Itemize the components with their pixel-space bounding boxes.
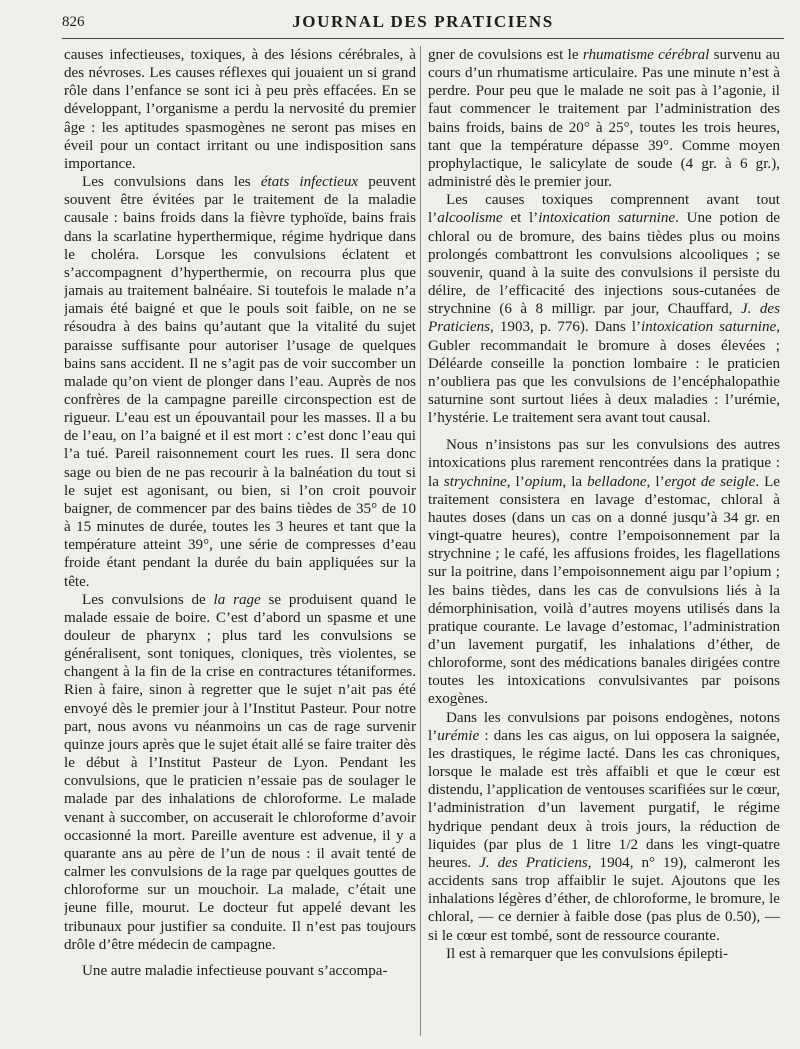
journal-title: JOURNAL DES PRATICIENS [292,12,554,31]
paragraph-rabies: Les convulsions de la rage se produisent quand le malade essaie de boire. C’est d’abord un spasme et une douleur de pharynx ; plus tard les convulsions se généralisent, sont toniques, cloniques, très violentes, se changent à la fin de la crise en contractures tétaniformes. Rien à faire, sinon à regretter que le sujet n’ait pas été envoyé dès le premier jour à l’Institut Pasteur. Pour notre part, nous avons vu néanmoins un cas de rage survenir quinze jours après que le sujet était allé se faire traiter dès le début à l’Institut Pasteur de Lyon. Pendant les convulsions, que le praticien n’essaie pas de soulager le malade par des inhalations de chloroforme. Le malade venant à succomber, on accuserait le chloroforme d’avoir occasionné la mort. Pareille aventure est advenue, il y a quarante ans au père de l’un de nous : il avait tenté de calmer les convulsions de la rage par quelques gouttes de chloroforme sur un mouchoir. La malade, c’était une jeune fille, mourut. Le docteur fut appelé devant les tribunaux pour justifier sa conduite. Il n’est pas toujours drôle d’être médecin de campagne. [64,591,416,953]
left-column [64,46,416,1046]
paragraph-endogenous-poisons: Dans les convulsions par poisons endogènes, notons l’urémie : dans les cas aigus, on lui opposera la saignée, les drastiques, le régime lacté. Dans les cas chroniques, lorsque le malade est très affaibli et que le cœur est distendu, l’application de ventouses scarifiées sur le cœur, l’administration d’un lavement purgatif, le régime hydrique pendant deux à trois jours, la réduction de liquides (par plus de 1 litre 1/2 dans les vingt-quatre heures. J. des Praticiens, 1904, n° 19), calmeront les accidents sans trop affaiblir le sujet. Ajoutons que les inhalations légères d’éther, de chloroforme, le bromure, le chloral, — ce dernier à faible dose (pas plus de 0.50), — si le cœur est tombé, sont de ressource courante. [428,709,780,944]
emphasis-etats-infectieux: états infectieux [260,174,359,191]
emphasis-ergot-de-seigle: ergot de seigle [664,473,756,490]
emphasis-intoxication-saturnine-2: intoxication saturnine [641,319,777,336]
paragraph-toxic-causes: Les causes toxiques comprennent avant tout l’alcoolisme et l’intoxication saturnine. Une potion de chloral ou de bromure, des bains tièdes plus ou moins prolongés combattront les convulsions alcooliques ; se souvenir, quand à la suite des convulsions il persiste du délire, de l’efficacité des injections sous-cutanées de strychnine (6 à 8 milligr. par jour, Chauffard, J. des Praticiens, 1903, p. 776). Dans l’intoxication saturnine, Gubler recommandait le bromure à doses élevées ; Déléarde conseille la ponction lombaire : le praticien n’oubliera pas que les convulsions de l’encéphalopathie saturnine sont surtout liées à deux maladies : l’urémie, l’hystérie. Le traitement sera avant tout causal. [428,192,780,427]
page-number: 826 [62,14,85,30]
right-column [428,46,780,1046]
emphasis-uremie: urémie [437,727,480,744]
paragraph-infectious-states: Les convulsions dans les états infectieux peuvent souvent être évitées par le traitement de la maladie causale : bains froids dans la fièvre typhoïde, bains frais dans la scarlatine hyperthermique, régime hydrique dans le choléra. Lorsque les convulsions éclatent et s’accompagnent d’hyperthermie, on recourra plus que jamais au traitement balnéaire. Si toutefois le malade n’a jamais été baigné et que le pouls soit faible, on ne se résoudra à des bains qu’autant que la vitalité du sujet paraisse suffisante pour autoriser l’usage de quelques bains sans accident. Il ne s’agit pas de voir succomber un malade qu’on vient de plonger dans l’eau. Auprès de nos confrères de la campagne pareille circonspection est de rigueur. L’eau est un épouvantail pour les masses. Il a bu de l’eau, on l’a baigné et il est mort : c’est donc l’eau qui l’a tué. Pareil raisonnement court les rues. Il sera donc sage ou bien de ne pas recourir à la balnéation du tout si le sujet est agonisant, ou bien, si l’on croit pouvoir baigner, de commencer par des bains tièdes de 35° de 10 à 15 minutes de durée, toutes les 3 heures et tant que la température atteint 39°, une série de compresses d’eau froide étant pendant la durée du bain appliquées sur la tête. [64,174,416,590]
emphasis-rhumatisme-cerebral: rhumatisme cérébral [582,47,710,63]
header-rule [62,38,784,39]
running-head [62,12,784,38]
paragraph-epileptic: Il est à remarquer que les convulsions épilepti- [446,945,729,962]
emphasis-journal-ref: J. des Praticiens [428,301,780,336]
paragraph-other-infection: Une autre maladie infectieuse pouvant s’accompa- [82,962,388,979]
emphasis-opium: opium [524,473,563,490]
paragraph-cerebral-rheumatism: gner de covulsions est le rhumatisme cérébral survenu au cours d’un rhumatisme articulaire. Pas une minute n’est à perdre. Pour peu que le malade ne soit pas à l’agonie, il faut commencer le traitement par l’administration des bains froids, bains de 20° à 25°, toutes les trois heures, tant que la température dépasse 39°. Comme moyen prophylactique, le salicylate de soude (4 gr. à 6 gr.), administré dès le premier jour. [428,47,780,191]
emphasis-journal-ref-2: J. des Praticiens [479,854,588,871]
paragraph-causes: causes infectieuses, toxiques, à des lésions cérébrales, à des névroses. Les causes réflexes qui jouaient un si grand rôle dans l’enfance se sont ici à peu près effacées. En se développant, l’organisme a perdu la nervosité du premier âge : les aptitudes spasmogènes ne seront pas mises en éveil pour un contact irritant ou une indisposition sans importance. [64,47,416,172]
emphasis-alcoolisme: alcoolisme [437,210,503,227]
emphasis-strychnine: strychnine [443,473,507,490]
emphasis-belladone: belladone [587,473,647,490]
paragraph-other-intoxications: Nous n’insistons pas sur les convulsions des autres intoxications plus rarement rencontrées dans la pratique : la strychnine, l’opium, la belladone, l’ergot de seigle. Le traitement consistera en lavage d’estomac, chloral à hautes doses (dans un cas on a donné jusqu’à 34 gr. en vingt-quatre heures), contre l’empoisonnement par la strychnine ; le café, les affusions froides, les flagellations sur la poitrine, dans l’empoisonnement aigu par l’opium ; les bains tièdes, dans les cas de convulsions liés à la démorphinisation, voilà d’autres moyens utilisés dans la pratique courante. Le lavage d’estomac, l’administration d’un lavement purgatif, les inhalations d’éther, de chloroforme, sont des médications banales dirigées contre toutes les intoxications convulsivantes par poisons exogènes. [428,437,780,708]
emphasis-intoxication-saturnine: intoxication saturnine [538,210,676,227]
emphasis-la-rage: la rage [213,591,261,608]
column-divider [420,46,421,1036]
